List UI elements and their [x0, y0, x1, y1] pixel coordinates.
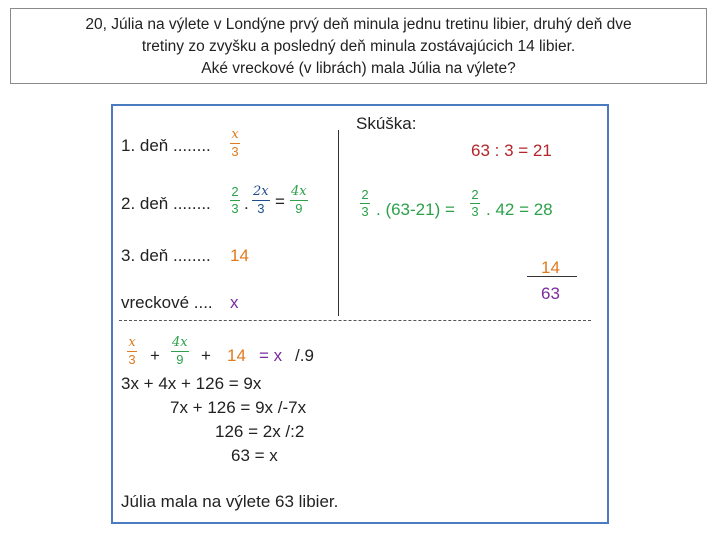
check-sum-bottom: 63	[541, 284, 560, 303]
fraction-denominator: 3	[231, 144, 239, 159]
day3-value: 14	[230, 246, 249, 265]
fraction-denominator: 3	[231, 201, 239, 216]
check-line-2-end: . 42 = 28	[486, 200, 553, 219]
day1-fraction	[230, 128, 240, 159]
pocket-money-variable: x	[230, 293, 239, 312]
check-line-2-middle: . (63-21) =	[376, 200, 455, 219]
check-line-1: 63 : 3 = 21	[471, 141, 552, 160]
fraction-numerator: 2	[471, 187, 479, 202]
dashed-divider	[119, 320, 591, 321]
answer-sentence: Júlia mala na výlete 63 libier.	[121, 492, 339, 511]
solution-line-3: 7x + 126 = 9x /-7x	[170, 398, 307, 417]
pocket-money-label: vreckové ....	[121, 293, 213, 312]
solution-line-5: 63 = x	[231, 446, 278, 465]
fraction-numerator: x	[231, 127, 239, 142]
day2-fraction-2x3	[252, 185, 270, 216]
fraction-numerator: 2	[231, 184, 239, 199]
vertical-divider	[338, 130, 339, 316]
fraction-numerator: 2	[361, 187, 369, 202]
problem-statement	[10, 8, 707, 84]
solution-fraction-x3	[127, 336, 137, 367]
solution-value-14: 14	[227, 346, 246, 365]
day3-label: 3. deň ........	[121, 246, 211, 265]
fraction-denominator: 3	[471, 204, 479, 219]
plus-sign: +	[201, 346, 211, 365]
problem-line-1: 20, Júlia na výlete v Londýne prvý deň minula jednu tretinu libier, druhý deň dve	[85, 16, 632, 33]
fraction-numerator: x	[128, 335, 136, 350]
problem-line-3: Aké vreckové (v librách) mala Júlia na výlete?	[201, 60, 516, 77]
solution-line-4: 126 = 2x /:2	[215, 422, 305, 441]
fraction-numerator: 4x	[291, 184, 307, 199]
check-fraction-right	[470, 188, 480, 219]
solution-equals-x: = x	[259, 346, 283, 365]
check-fraction-left	[360, 188, 370, 219]
fraction-denominator: 3	[128, 352, 136, 367]
day2-fraction-two-thirds	[230, 185, 240, 216]
check-sum-top: 14	[541, 258, 560, 277]
multiply-dot: .	[244, 194, 249, 213]
plus-sign: +	[150, 346, 160, 365]
solution-operation-1: /.9	[295, 346, 314, 365]
fraction-denominator: 9	[176, 352, 184, 367]
day2-label: 2. deň ........	[121, 194, 211, 213]
fraction-denominator: 3	[361, 204, 369, 219]
solution-line-2: 3x + 4x + 126 = 9x	[121, 374, 262, 393]
fraction-denominator: 3	[257, 201, 265, 216]
equals-sign: =	[275, 192, 285, 211]
fraction-numerator: 2x	[253, 184, 269, 199]
day1-label: 1. deň ........	[121, 136, 211, 155]
check-title: Skúška:	[356, 114, 417, 133]
solution-fraction-4x9	[171, 336, 189, 367]
day2-fraction-4x9	[290, 185, 308, 216]
fraction-denominator: 9	[295, 201, 303, 216]
solution-panel	[111, 104, 609, 524]
fraction-numerator: 4x	[172, 335, 188, 350]
problem-line-2: tretiny zo zvyšku a posledný deň minula zostávajúcich 14 libier.	[141, 38, 576, 55]
